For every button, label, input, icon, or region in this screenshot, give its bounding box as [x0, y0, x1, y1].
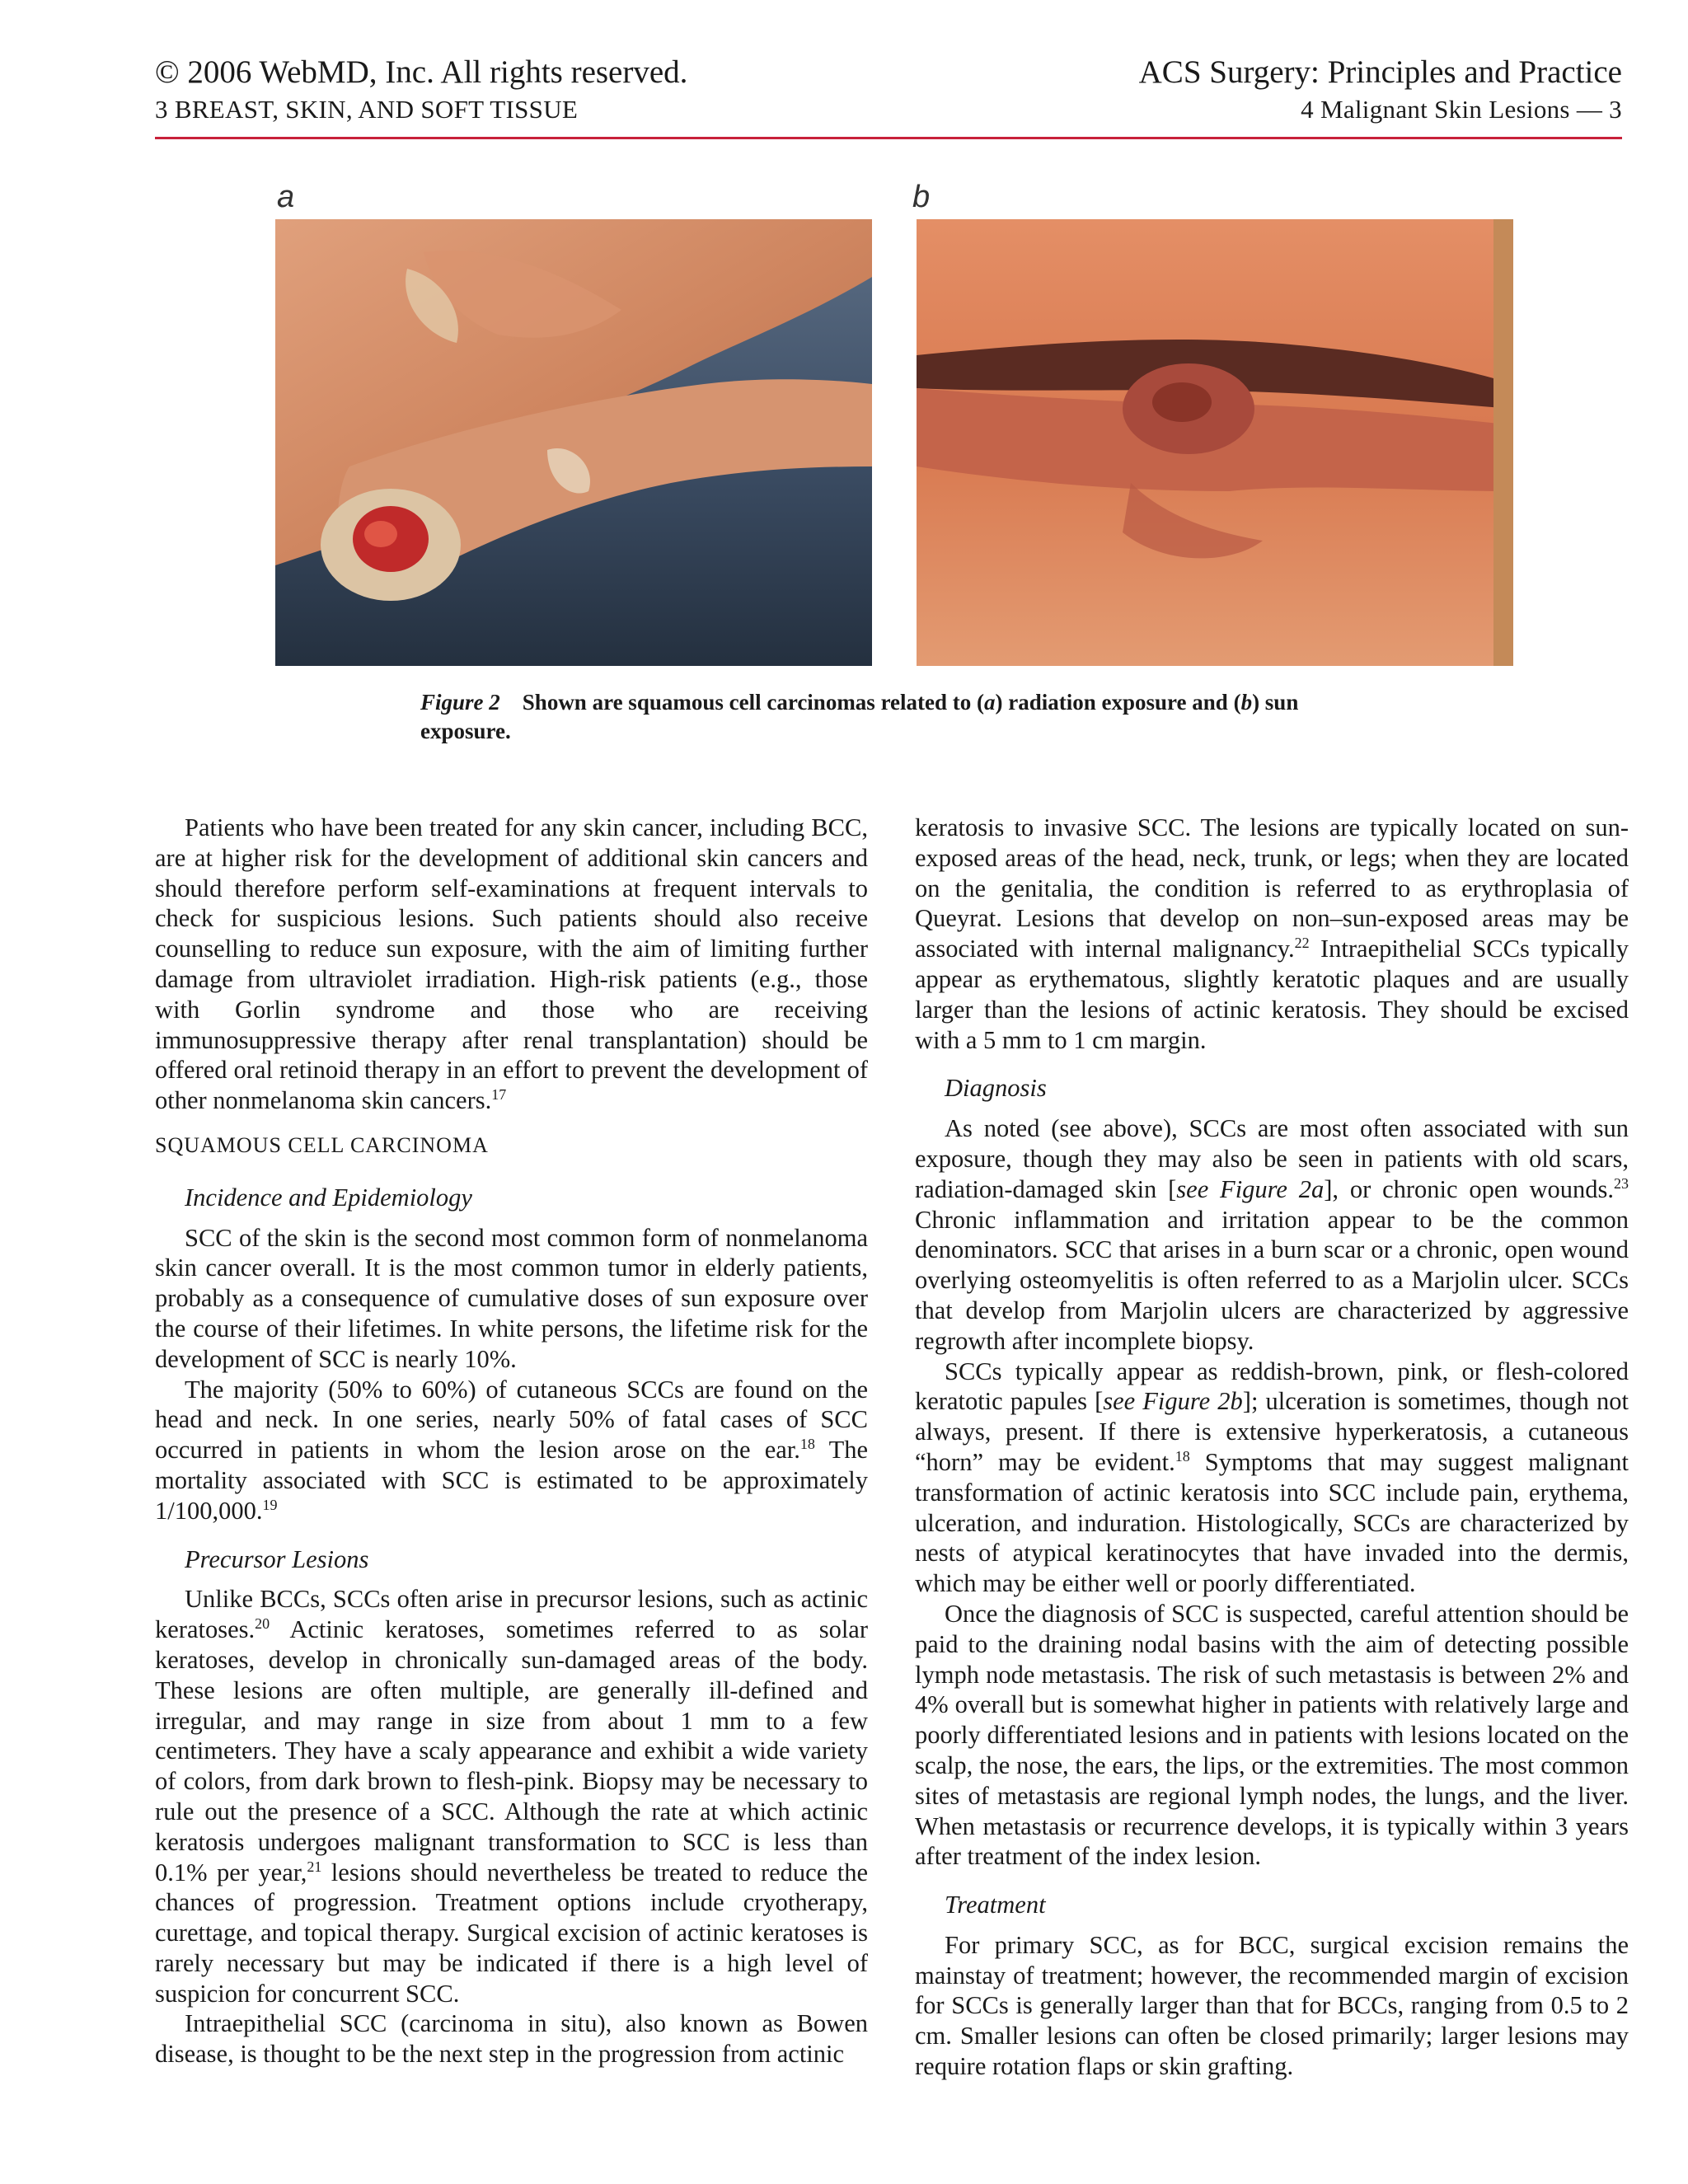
chapter-title: 4 Malignant Skin Lesions — 3: [1301, 95, 1622, 124]
caption-text-3: ) sun exposure.: [420, 690, 1299, 743]
reference-superscript: 19: [262, 1496, 278, 1513]
reference-superscript: 17: [491, 1086, 507, 1104]
paragraph-text: ], or chronic open wounds.: [1324, 1174, 1614, 1203]
paragraph-text: The mortality associated with SCC is estimated to be approximately 1/100,000.: [155, 1436, 868, 1525]
paragraph-text: Intraepithelial SCCs typically appear as erythematous, slightly keratotic plaques and are usually larger than the lesions of actinic keratosis. They should be excised with a 5 mm to 1 cm margin.: [915, 935, 1629, 1054]
paragraph-text: keratosis to invasive SCC. The lesions are typically located on sun-exposed areas of the head, neck, trunk, or legs; when they are located on the genitalia, the condition is referred to as erythroplasia of Queyrat. Lesions that develop on non–sun-exposed areas may be associated with internal malignancy.: [915, 813, 1629, 963]
reference-superscript: 23: [1614, 1174, 1629, 1192]
paragraph-text: Patients who have been treated for any skin cancer, including BCC, are at higher risk for the development of additional skin cancers and should therefore perform self-examinations at frequent intervals to check for suspicious lesions. Such patients should also receive counselling to reduce sun exposure, with the aim of limiting further damage from ultraviolet irradiation. High-risk patients (e.g., those with Gorlin syndrome and those who are receiving immunosuppressive therapy after renal transplantation) should be offered oral retinoid therapy in an effort to prevent the development of other nonmelanoma skin cancers.: [155, 813, 868, 1115]
photo-lip-scc: [917, 219, 1513, 666]
book-title: ACS Surgery: Principles and Practice: [1138, 54, 1622, 90]
panel-a-label: a: [277, 180, 295, 214]
paragraph-text: Unlike BCCs, SCCs often arise in precursor lesions, such as actinic keratoses.: [155, 1585, 868, 1644]
paragraph: [155, 1584, 868, 2008]
paragraph-text: As noted (see above), SCCs are most often associated with sun exposure, though they may also be seen in patients with old scars, radiation-damaged skin [: [915, 1114, 1629, 1203]
paragraph: Once the diagnosis of SCC is suspected, careful attention should be paid to the draining nodal basins with the aim of detecting possible lymph node metastasis. The risk of such metastasis is between 2% and 4% overall but is somewhat higher in patients with relatively large and poorly differentiated lesions and in patients with lesions located on the scalp, the nose, the ears, the lips, or the extremities. The most common sites of metastasis are regional lymph nodes, the lungs, and the liver. When metastasis or recurrence develops, it is typically within 3 years after treatment of the index lesion.: [915, 1599, 1629, 1871]
reference-superscript: 18: [799, 1435, 815, 1452]
caption-b: b: [1240, 690, 1253, 715]
figure-caption: [420, 688, 1368, 746]
paragraph-text: Actinic keratoses, sometimes referred to as solar keratoses, develop in chronically sun-damaged areas of the body. These lesions are often multiple, are generally ill-defined and irregular, and may range in size from about 1 mm to a few centimeters. They have a scaly appearance and exhibit a wide variety of colors, from dark brown to flesh-pink. Biopsy may be necessary to rule out the presence of a SCC. Although the rate at which actinic keratosis undergoes malignant transformation to SCC is less than 0.1% per year,: [155, 1615, 868, 1886]
caption-label: Figure 2: [420, 690, 500, 715]
paragraph-text: Symptoms that may suggest malignant transformation of actinic keratosis into SCC include pain, erythema, ulceration, and induration. Histologically, SCCs are characterized by nests of atypical keratinocytes that have invaded into the dermis, which may be either well or poorly differentiated.: [915, 1447, 1629, 1598]
figure-reference[interactable]: see Figure 2b: [1103, 1387, 1243, 1416]
paragraph-text: The majority (50% to 60%) of cutaneous SCCs are found on the head and neck. In one series, nearly 50% of fatal cases of SCC occurred in patients in whom the lesion arose on the ear.: [155, 1375, 868, 1465]
subheading-incidence: Incidence and Epidemiology: [185, 1183, 472, 1212]
paragraph-text: Chronic inflammation and irritation appear to be the common denominators. SCC that arises in a burn scar or a chronic, open wound overlying osteomyelitis is often referred to as a Marjolin ulcer. SCCs that develop from Marjolin ulcers are characterized by aggressive regrowth after incomplete biopsy.: [915, 1205, 1629, 1355]
paragraph: [155, 1375, 868, 1526]
paragraph: For primary SCC, as for BCC, surgical excision remains the mainstay of treatment; however, the recommended margin of excision for SCCs is generally larger than that for BCCs, ranging from 0.5 to 2 cm. Smaller lesions can often be closed primarily; larger lesions may require rotation flaps or skin grafting.: [915, 1930, 1629, 2081]
reference-superscript: 21: [307, 1858, 322, 1875]
paragraph: [915, 813, 1629, 1055]
caption-text-2: ) radiation exposure and (: [995, 690, 1241, 715]
left-column: [155, 813, 868, 2069]
running-header-left: [155, 53, 687, 127]
paragraph: SCC of the skin is the second most common form of nonmelanoma skin cancer overall. It is the most common tumor in elderly patients, probably as a consequence of cumulative doses of sun exposure over the course of their lifetimes. In white persons, the lifetime risk for the development of SCC is nearly 10%.: [155, 1223, 868, 1373]
subheading-precursor: Precursor Lesions: [185, 1544, 369, 1573]
right-column: [915, 813, 1629, 2082]
reference-superscript: 18: [1175, 1447, 1190, 1465]
caption-a: a: [984, 690, 996, 715]
subheading-diagnosis: Diagnosis: [945, 1074, 1047, 1103]
paragraph: Intraepithelial SCC (carcinoma in situ), also known as Bowen disease, is thought to be the next step in the progression from actinic: [155, 2009, 868, 2069]
paragraph: [915, 1357, 1629, 1599]
caption-text-1: Shown are squamous cell carcinomas related to (: [522, 690, 985, 715]
subheading-treatment: Treatment: [945, 1891, 1046, 1919]
reference-superscript: 22: [1294, 935, 1310, 952]
panel-b-label: b: [912, 180, 931, 214]
section-heading: SQUAMOUS CELL CARCINOMA: [155, 1132, 489, 1157]
header-rule: [155, 137, 1622, 139]
paragraph-text: lesions should nevertheless be treated to reduce the chances of progression. Treatment options include cryotherapy, curettage, and topical therapy. Surgical excision of actinic keratoses is rarely necessary but may be indicated if there is a high level of suspicion for concurrent SCC.: [155, 1858, 868, 2008]
paragraph: [155, 813, 868, 1116]
photo-finger-scc: [275, 219, 872, 666]
paragraph-text: ]; ulceration is sometimes, though not always, present. If there is extensive hyperkeratosis, a cutaneous “horn” may be evident.: [915, 1387, 1629, 1476]
reference-superscript: 20: [255, 1615, 270, 1632]
copyright-line: © 2006 WebMD, Inc. All rights reserved.: [155, 54, 688, 90]
running-header-right: [1139, 53, 1622, 127]
section-line: 3 BREAST, SKIN, AND SOFT TISSUE: [155, 95, 579, 124]
paragraph-text: SCCs typically appear as reddish-brown, pink, or flesh-colored keratotic papules [: [915, 1357, 1629, 1416]
paragraph: [915, 1113, 1629, 1356]
figure-reference[interactable]: see Figure 2a: [1176, 1174, 1325, 1203]
